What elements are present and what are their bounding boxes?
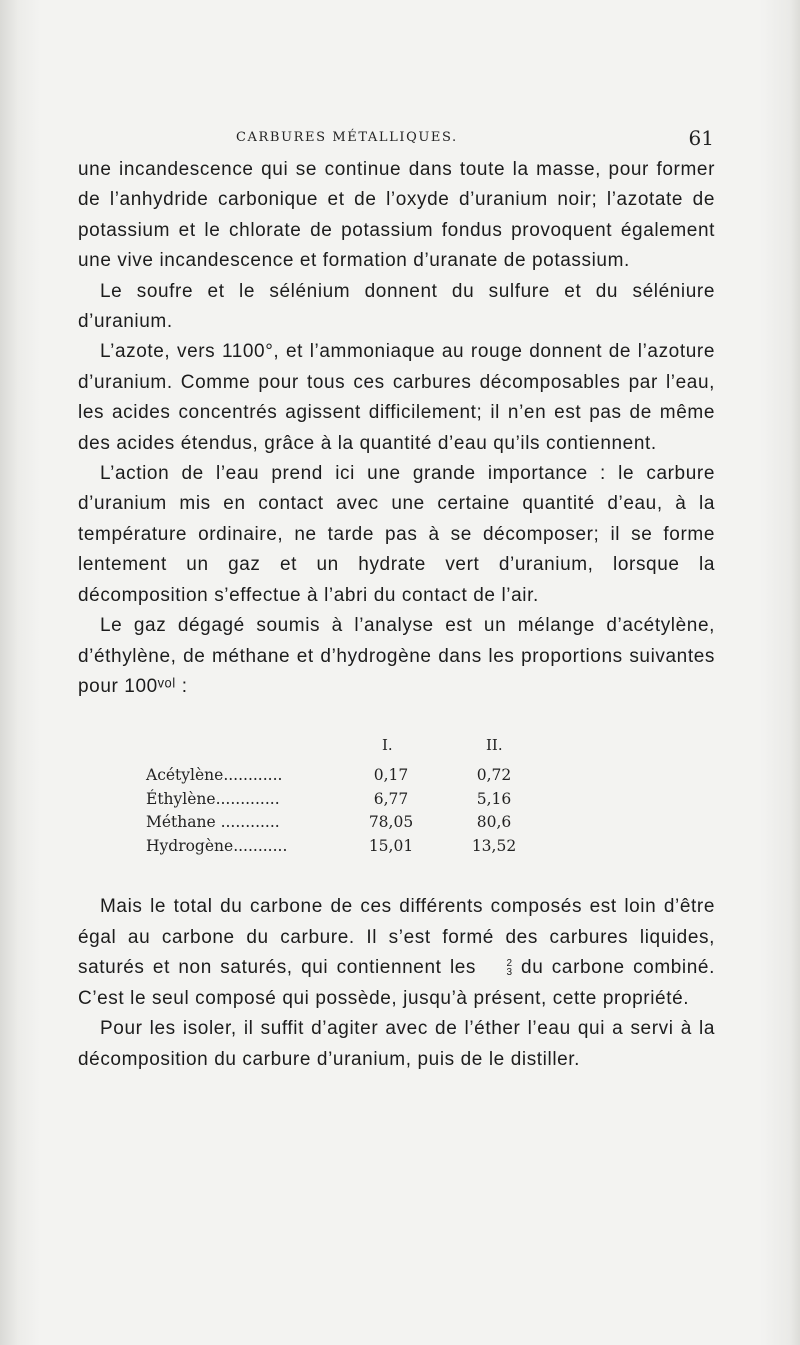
gas-composition-table [146,736,566,860]
paragraph-4: L’action de l’eau prend ici une grande importance : le carbure d’uranium mis en contact avec une certaine quantité d’eau, à la température ordinaire, ne tarde pas à se décomposer; il se forme lentement un gaz et un hydrate vert d’uranium, lorsque la décomposition s’effectue à l’abri du contact de l’air. [78,463,715,606]
fraction-denominator: 3 [506,967,513,979]
row-value-2: 5,16 [476,789,512,808]
row-value-1: 78,05 [368,813,414,831]
page-header [78,126,714,152]
row-label: Éthylène............. [146,789,280,808]
paragraph-6-part-1: Mais le total du carbone de ces différents composés est loin d’être égal au carbone du carbure. Il s’est formé des carbures liquides, saturés et non saturés, qui contiennent les [78,896,715,979]
running-head: CARBURES MÉTALLIQUES. [236,130,458,145]
paragraph-1: une incandescence qui se continue dans toute la masse, pour former de l’anhydride carbonique et de l’oxyde d’uranium noir; l’azotate de potassium et le chlorate de potassium fondus provoquent également une vive incandescence et formation d’uranate de potassium. [78,159,715,272]
column-header-1: I. [382,736,393,754]
table-row [146,813,566,837]
row-value-1: 0,17 [373,766,409,784]
paragraph-3: L’azote, vers 1100°, et l’ammoniaque au rouge donnent de l’azoture d’uranium. Comme pour tous ces carbures décomposables par l’eau, les acides concentrés agissent difficilement; il n’en est pas de même des acides étendus, grâce à la quantité d’eau qu’ils contiennent. [78,341,715,454]
paragraph-5: Le gaz dégagé soumis à l’analyse est un mélange d’acétylène, d’éthylène, de méthane et d’hydrogène dans les proportions suivantes pour 100ᵛᵒˡ : [78,615,715,697]
row-value-2: 13,52 [471,836,517,855]
page-number: 61 [688,126,714,150]
fraction [484,959,512,977]
fraction-numerator: 2 [506,958,513,970]
table-row [146,766,566,790]
row-label: Hydrogène........... [146,836,288,855]
row-value-1: 6,77 [373,789,409,808]
row-value-1: 15,01 [368,836,414,855]
body-text-top [78,155,715,702]
table-row [146,790,566,814]
column-header-2: II. [486,736,503,754]
table-header [146,736,566,766]
paragraph-6-part-2: du carbone combiné. C’est le seul composé qui possède, jusqu’à présent, cette propriété. [78,957,715,1009]
row-value-2: 0,72 [476,766,512,784]
table-row [146,837,566,861]
body-text-bottom [78,892,715,1076]
row-label: Acétylène............ [146,766,283,784]
row-label: Méthane ............ [146,813,280,831]
paragraph-6 [78,892,715,1014]
paragraph-7: Pour les isoler, il suffit d’agiter avec de l’éther l’eau qui a servi à la décomposition du carbure d’uranium, puis de le distiller. [78,1018,715,1070]
row-value-2: 80,6 [476,813,512,831]
paragraph-2: Le soufre et le sélénium donnent du sulfure et du séléniure d’uranium. [78,280,715,333]
